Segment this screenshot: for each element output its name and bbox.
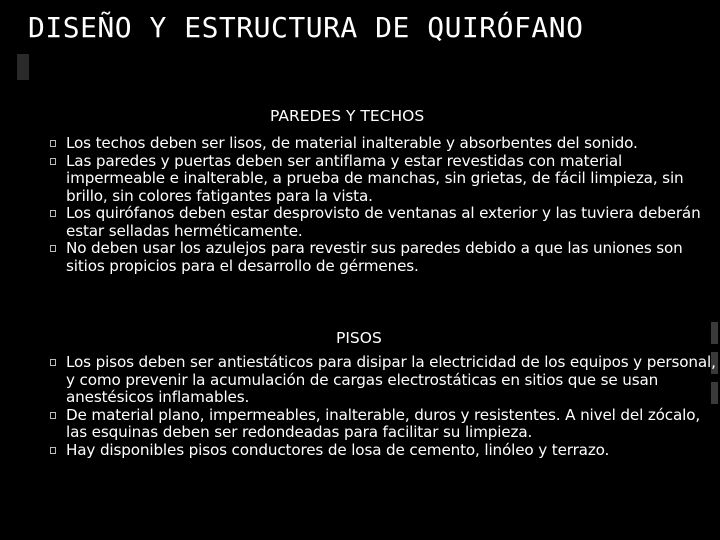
list-item-text: Hay disponibles pisos conductores de losa de cemento, linóleo y terrazo. [66,440,610,459]
list-item-text: De material plano, impermeables, inalterable, duros y resistentes. A nivel del zócalo, las esquinas deben ser redondeadas para facilitar su limpieza. [66,405,701,441]
slide-title: DISEÑO Y ESTRUCTURA DE QUIRÓFANO [28,11,584,44]
section-heading-paredes-techos: PAREDES Y TECHOS [270,107,425,125]
list-item [50,442,718,460]
list-item [50,354,718,407]
title-accent-block [17,54,29,80]
list-item [50,135,718,153]
bullet-list-paredes-techos [50,135,718,275]
square-bullet-icon [50,158,56,165]
square-bullet-icon [50,359,56,366]
decoration-bar [711,322,718,344]
list-item [50,240,718,275]
square-bullet-icon [50,447,56,454]
square-bullet-icon [50,245,56,252]
section-heading-pisos: PISOS [336,329,382,347]
list-item-text: Los pisos deben ser antiestáticos para disipar la electricidad de los equipos y personal, y como prevenir la acumulación de cargas electrostáticas en sitios que se usan anestésicos inflamables. [66,353,716,406]
list-item-text: Los techos deben ser lisos, de material inalterable y absorbentes del sonido. [66,134,638,152]
list-item [50,205,718,240]
square-bullet-icon [50,140,56,147]
bullet-list-pisos [50,354,718,459]
square-bullet-icon [50,210,56,217]
list-item-text: No deben usar los azulejos para revestir sus paredes debido a que las uniones son sitios propicios para el desarrollo de gérmenes. [66,239,683,275]
list-item-text: Los quirófanos deben estar desprovisto de ventanas al exterior y las tuviera deberán estar selladas herméticamente. [66,204,701,240]
list-item-text: Las paredes y puertas deben ser antiflama y estar revestidas con material impermeable e inalterable, a prueba de manchas, sin grietas, de fácil limpieza, sin brillo, sin colores fatigantes para la vista. [66,151,684,205]
square-bullet-icon [50,412,56,419]
list-item [50,153,718,206]
list-item [50,407,718,442]
